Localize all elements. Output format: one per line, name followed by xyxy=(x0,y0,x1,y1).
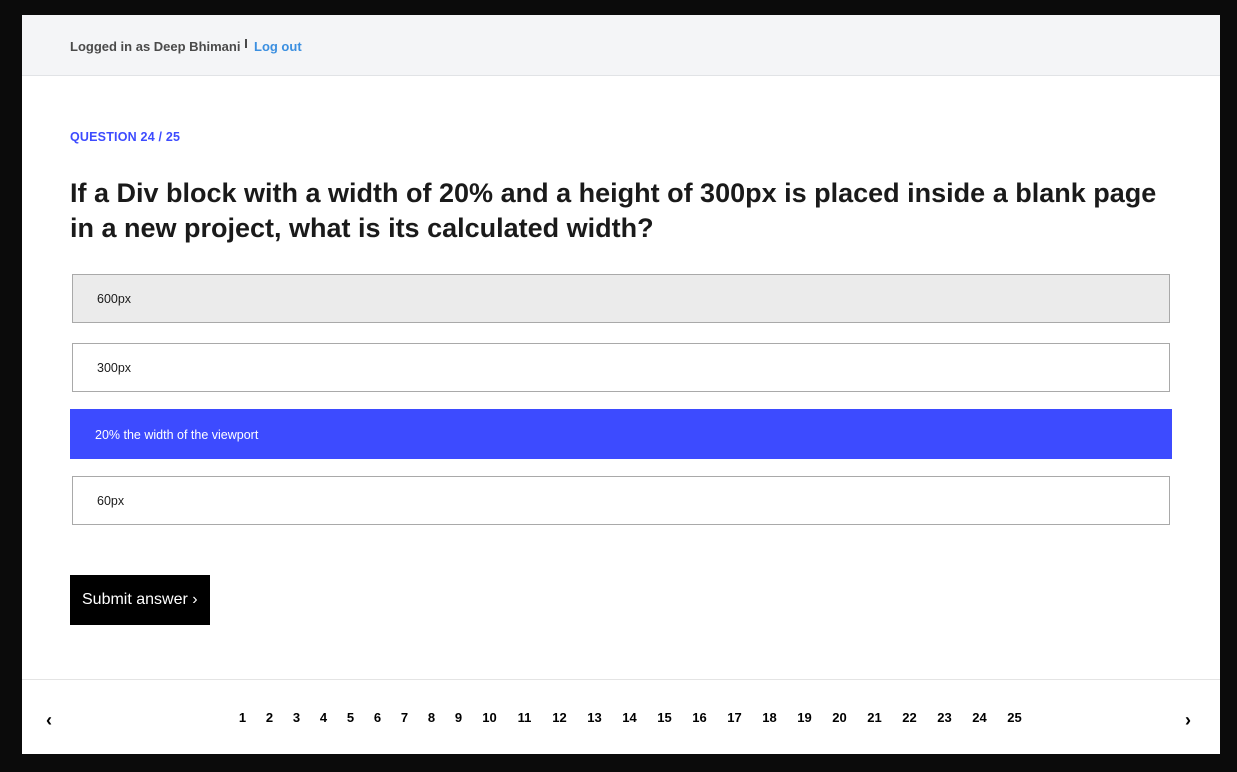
page-link-5[interactable]: 5 xyxy=(346,710,355,725)
answer-option-3[interactable] xyxy=(70,409,1172,459)
page-link-13[interactable]: 13 xyxy=(587,710,602,725)
page-link-14[interactable]: 14 xyxy=(622,710,637,725)
question-counter: QUESTION 24 / 25 xyxy=(70,130,181,144)
page-link-23[interactable]: 23 xyxy=(937,710,952,725)
page-link-16[interactable]: 16 xyxy=(692,710,707,725)
answer-option-label: 600px xyxy=(97,292,132,306)
submit-answer-button[interactable]: Submit answer › xyxy=(70,575,210,625)
next-question-icon[interactable]: › xyxy=(1185,710,1191,730)
page-link-12[interactable]: 12 xyxy=(552,710,567,725)
logged-in-label: Logged in as Deep Bhimani xyxy=(70,39,241,54)
page-link-17[interactable]: 17 xyxy=(727,710,742,725)
page-list xyxy=(229,710,1032,725)
page-link-8[interactable]: 8 xyxy=(427,710,436,725)
page-link-19[interactable]: 19 xyxy=(797,710,812,725)
logout-link[interactable]: Log out xyxy=(254,39,302,54)
page-link-2[interactable]: 2 xyxy=(265,710,274,725)
question-text: If a Div block with a width of 20% and a height of 300px is placed inside a blank page in a new project, what is its calculated width? xyxy=(70,178,1157,243)
page-link-24[interactable]: 24 xyxy=(972,710,987,725)
page-link-10[interactable]: 10 xyxy=(482,710,497,725)
page-link-11[interactable]: 11 xyxy=(517,710,532,725)
answer-option-1[interactable] xyxy=(72,274,1170,323)
quiz-window xyxy=(22,15,1220,754)
page-link-6[interactable]: 6 xyxy=(373,710,382,725)
separator xyxy=(245,39,247,48)
question-pagination xyxy=(22,679,1220,754)
page-link-9[interactable]: 9 xyxy=(454,710,463,725)
previous-question-icon[interactable]: ‹ xyxy=(46,710,52,730)
page-link-18[interactable]: 18 xyxy=(762,710,777,725)
page-link-3[interactable]: 3 xyxy=(292,710,301,725)
answer-option-2[interactable] xyxy=(72,343,1170,392)
page-link-7[interactable]: 7 xyxy=(400,710,409,725)
page-link-4[interactable]: 4 xyxy=(319,710,328,725)
answer-option-label: 60px xyxy=(97,494,125,508)
page-link-21[interactable]: 21 xyxy=(867,710,882,725)
page-link-22[interactable]: 22 xyxy=(902,710,917,725)
page-link-20[interactable]: 20 xyxy=(832,710,847,725)
answer-option-label: 300px xyxy=(97,361,132,375)
page-link-15[interactable]: 15 xyxy=(657,710,672,725)
page-link-1[interactable]: 1 xyxy=(238,710,247,725)
top-bar xyxy=(22,15,1220,76)
answer-option-4[interactable] xyxy=(72,476,1170,525)
page-link-25[interactable]: 25 xyxy=(1007,710,1022,725)
answer-option-label: 20% the width of the viewport xyxy=(95,428,259,442)
